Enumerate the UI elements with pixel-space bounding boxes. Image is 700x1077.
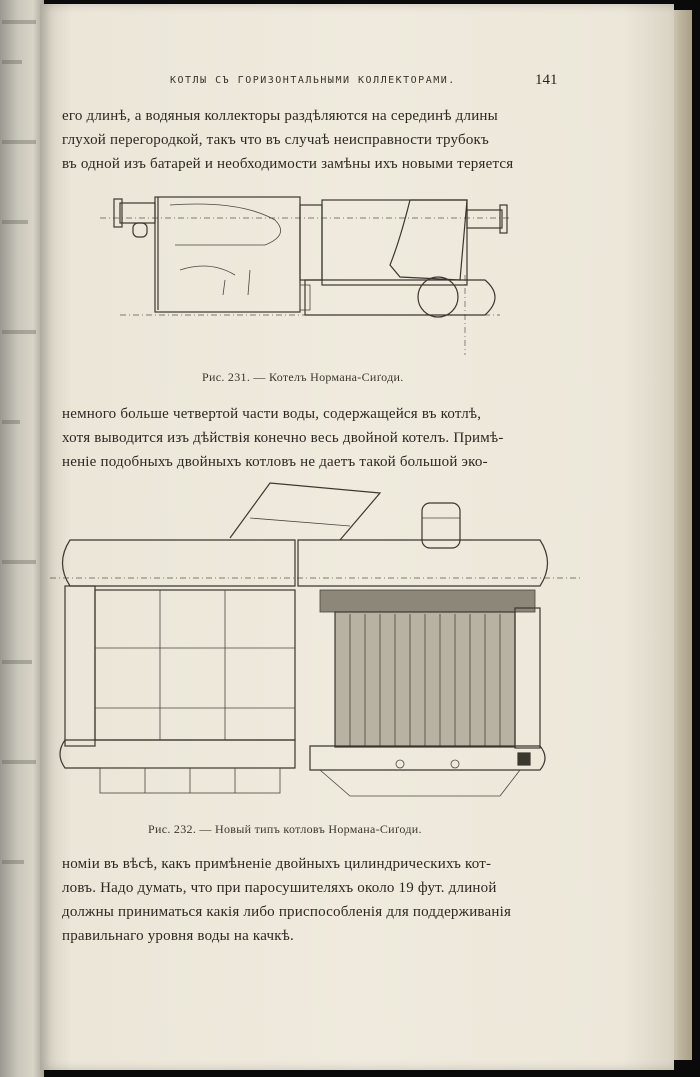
page-number: 141 xyxy=(535,72,558,88)
text-line: хотя выводится изъ дѣйствія конечно весь двойной котелъ. Примѣ- xyxy=(62,430,504,446)
figure-232-drawing xyxy=(50,478,590,813)
running-head: КОТЛЫ СЪ ГОРИЗОНТАЛЬНЫМИ КОЛЛЕКТОРАМИ. xyxy=(170,75,456,86)
text-line: въ одной изъ батарей и необходимости замѣны ихъ новыми теряется xyxy=(62,156,514,172)
text-line: глухой перегородкой, такъ что въ случаѣ неисправности трубокъ xyxy=(62,132,489,148)
adjacent-page-edge xyxy=(0,0,44,1077)
text-line: его длинѣ, а водяныя коллекторы раздѣляются на серединѣ длины xyxy=(62,108,498,124)
text-line: правильнаго уровня воды на качкѣ. xyxy=(62,928,294,944)
figure-231-caption: Рис. 231. — Котелъ Нормана-Сиґоди. xyxy=(202,370,404,384)
text-line: должны приниматься какія либо приспособленія для поддерживанія xyxy=(62,904,512,920)
text-line: немного больше четвертой части воды, содержащейся въ котлѣ, xyxy=(62,406,482,422)
figure-231-drawing xyxy=(100,185,520,360)
page-block-edge xyxy=(672,10,692,1060)
text-line: неніе подобныхъ двойныхъ котловъ не даетъ такой большой эко- xyxy=(62,454,488,470)
text-line: номіи въ вѣсѣ, какъ примѣненіе двойныхъ цилиндрическихъ кот- xyxy=(62,856,492,872)
text-line: ловъ. Надо думать, что при паросушителяхъ около 19 фут. длиной xyxy=(62,880,497,896)
figure-232-caption: Рис. 232. — Новый типъ котловъ Нормана-Сиґоди. xyxy=(148,822,422,836)
